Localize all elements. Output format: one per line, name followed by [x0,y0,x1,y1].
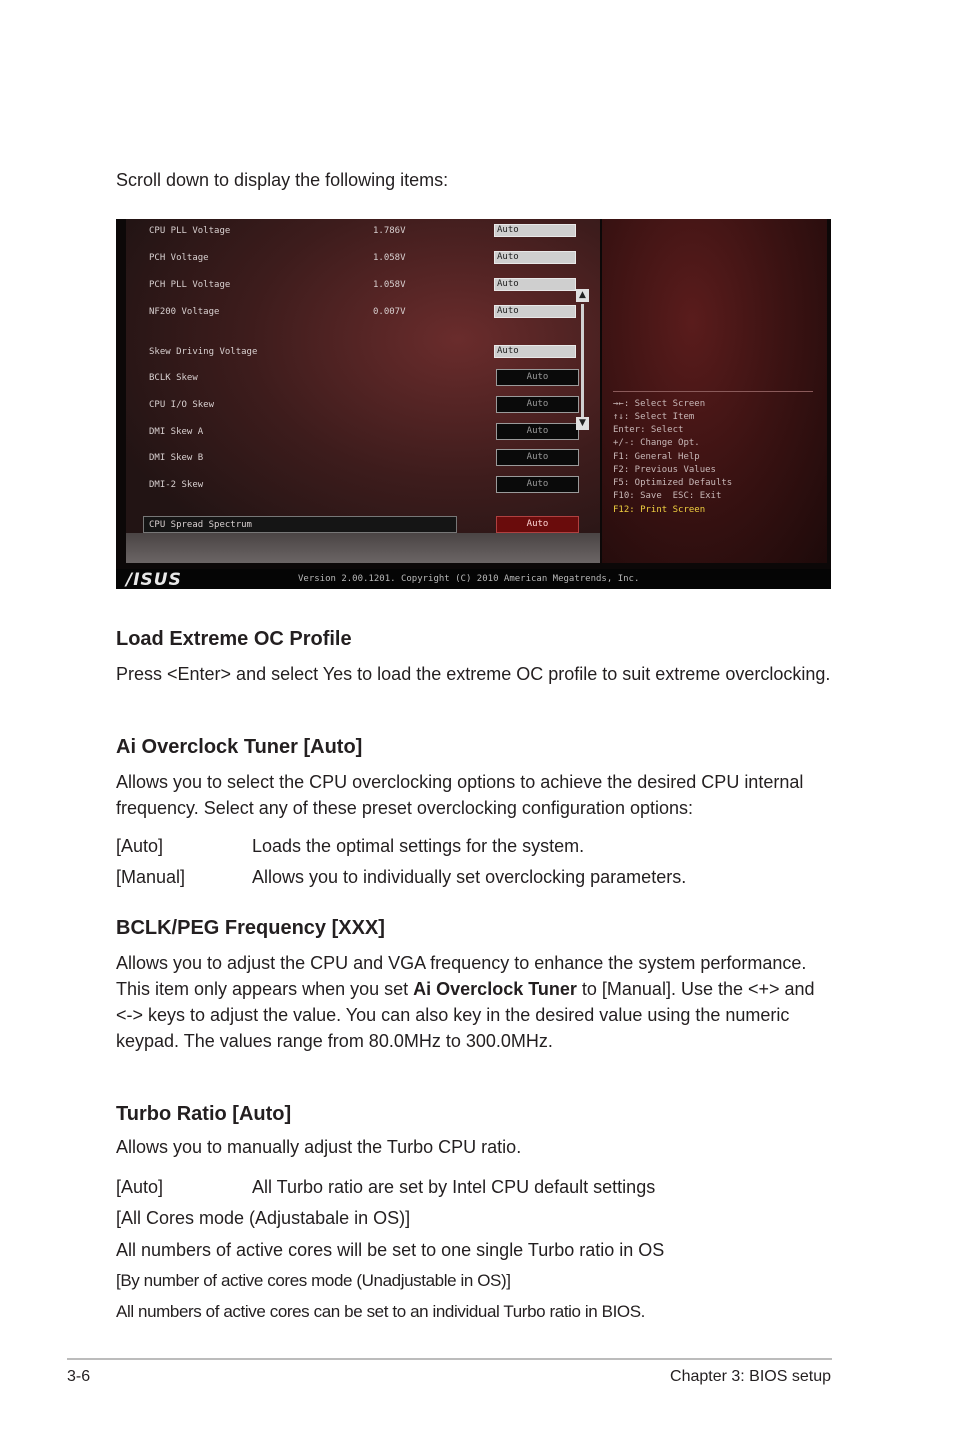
heading-turbo-ratio: Turbo Ratio [Auto] [116,1103,292,1125]
footer-divider [67,1358,832,1360]
help-select-item: ↑↓: Select Item [613,412,695,422]
help-save-exit: F10: Save ESC: Exit [613,491,722,501]
bios-row-bclk-skew[interactable] [149,373,549,387]
help-select-screen: →←: Select Screen [613,399,706,409]
bclk-body-bold: Ai Overclock Tuner [413,979,577,999]
chapter-title: Chapter 3: BIOS setup [670,1368,831,1385]
bios-version-text: Version 2.00.1201. Copyright (C) 2010 American Megatrends, Inc. [298,574,640,584]
option-desc: Loads the optimal settings for the system. [252,836,585,856]
bios-setting-field[interactable]: Auto [496,423,579,440]
bios-row-dmi-skew-a[interactable] [149,427,549,441]
bios-row-label: BCLK Skew [149,373,198,383]
option-key: [Manual] [116,867,186,887]
bios-setting-field[interactable]: Auto [494,278,576,291]
bios-row-label: CPU I/O Skew [149,400,215,410]
bios-main-panel [126,219,600,563]
help-print-screen: F12: Print Screen [613,505,706,515]
bios-row-label: PCH PLL Voltage [149,280,231,290]
bios-row-label: PCH Voltage [149,253,209,263]
bios-row-cpu-pll-voltage[interactable] [149,226,549,240]
bios-row-label: Skew Driving Voltage [149,347,258,357]
bios-row-label: CPU PLL Voltage [149,226,231,236]
bios-row-dmi-skew-b[interactable] [149,453,549,467]
bios-row-cpu-io-skew[interactable] [149,400,549,414]
bios-screenshot [116,219,831,589]
scroll-up-icon[interactable]: ▲ [576,289,589,302]
help-general: F1: General Help [613,452,700,462]
intro-text: Scroll down to display the following items: [116,170,449,190]
option-key: [All Cores mode (Adjustabale in OS)] [116,1208,411,1228]
bios-row-value: 1.058V [373,253,406,263]
bios-row-dmi2-skew[interactable] [149,480,549,494]
option-desc: Allows you to individually set overclocking parameters. [252,867,687,887]
bios-setting-field[interactable]: Auto [496,396,579,413]
ai-overclock-tuner-body: Allows you to select the CPU overclocking options to achieve the desired CPU internal frequency. Select any of these preset overclocking configuration options: [116,772,804,818]
help-enter: Enter: Select [613,425,684,435]
bios-setting-field[interactable]: Auto [494,305,576,318]
scrollbar[interactable] [581,304,584,424]
help-divider [613,391,813,392]
bclk-body-text: to [Manual]. Use the <+> and <-> keys to adjust the value. You can also key in the desired value using the numeric keypad. The values range from 80.0MHz to 300.0MHz. [116,979,815,1051]
bios-row-label: CPU Spread Spectrum [149,520,252,530]
option-key: [Auto] [116,1177,164,1197]
load-extreme-oc-body: Press <Enter> and select Yes to load the extreme OC profile to suit extreme overclocking. [116,664,831,684]
option-key: [Auto] [116,836,164,856]
bios-row-value: 1.786V [373,226,406,236]
bios-setting-field[interactable]: Auto [494,251,576,264]
heading-ai-overclock-tuner: Ai Overclock Tuner [Auto] [116,736,363,758]
bclk-peg-body [116,950,816,1054]
bios-row-skew-driving-voltage[interactable] [149,347,549,361]
turbo-ratio-body: Allows you to manually adjust the Turbo CPU ratio. [116,1137,522,1157]
bios-setting-field[interactable]: Auto [494,345,576,358]
bios-setting-field[interactable]: Auto [496,516,579,533]
bios-row-cpu-spread-spectrum[interactable] [149,520,549,534]
heading-bclk-peg: BCLK/PEG Frequency [XXX] [116,917,385,939]
bios-row-nf200-voltage[interactable] [149,307,549,321]
bios-setting-field[interactable]: Auto [494,224,576,237]
asus-logo: /ISUS [126,570,182,589]
bios-row-value: 0.007V [373,307,406,317]
help-previous: F2: Previous Values [613,465,716,475]
help-defaults: F5: Optimized Defaults [613,478,733,488]
bios-row-pch-pll-voltage[interactable] [149,280,549,294]
bios-row-label: DMI Skew B [149,453,204,463]
bios-setting-field[interactable]: Auto [496,476,579,493]
bios-row-label: DMI-2 Skew [149,480,204,490]
page-number: 3-6 [67,1368,91,1385]
bios-setting-field[interactable]: Auto [496,369,579,386]
option-desc: All numbers of active cores can be set to an individual Turbo ratio in BIOS. [116,1302,645,1321]
option-desc: All numbers of active cores will be set to one single Turbo ratio in OS [116,1240,665,1260]
bios-row-label: NF200 Voltage [149,307,220,317]
option-desc: All Turbo ratio are set by Intel CPU default settings [252,1177,656,1197]
option-key: [By number of active cores mode (Unadjustable in OS)] [116,1271,511,1290]
bios-row-pch-voltage[interactable] [149,253,549,267]
scroll-down-icon[interactable]: ▼ [576,417,589,430]
bclk-body-text: Allows you to adjust the CPU and VGA frequency to enhance the system performance. This item only appears when you set [116,953,807,999]
bios-row-label: DMI Skew A [149,427,204,437]
help-change-opt: +/-: Change Opt. [613,438,700,448]
bios-row-value: 1.058V [373,280,406,290]
bios-setting-field[interactable]: Auto [496,449,579,466]
heading-load-extreme-oc: Load Extreme OC Profile [116,628,352,650]
